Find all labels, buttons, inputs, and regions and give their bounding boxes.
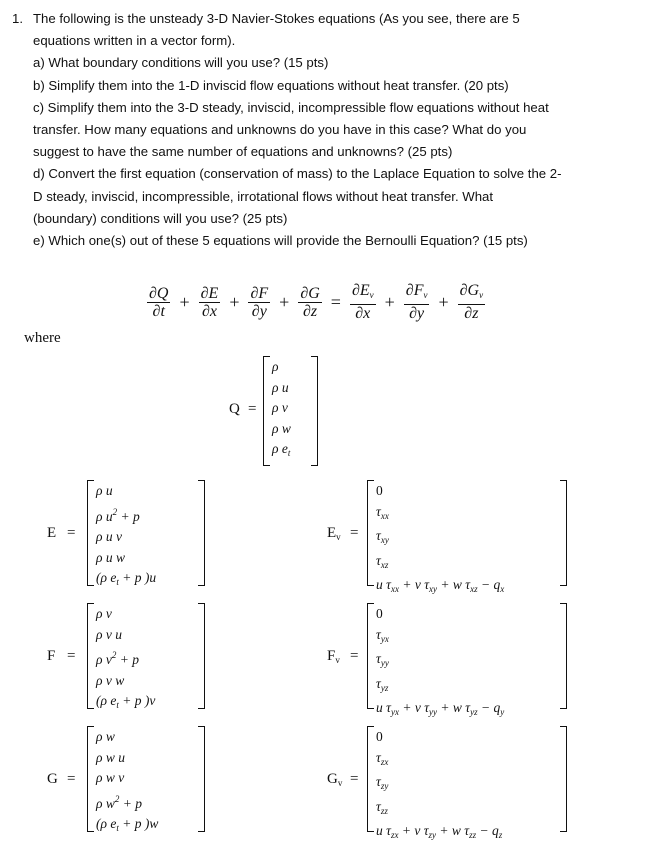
g-bracket-left [87, 726, 94, 832]
g-row-5b: + p )w [122, 816, 159, 831]
e-bracket-left [87, 480, 94, 586]
num-dgv [458, 282, 485, 305]
problem-intro-2: equations written in a vector form). [33, 33, 236, 49]
gv-r5-a: u τ [376, 823, 391, 838]
ev-row-3-tau: τ [376, 528, 381, 543]
g-row-5 [96, 814, 158, 839]
num-de: ∂E [200, 284, 219, 302]
ev-row-2-sub: xx [380, 510, 389, 521]
question-d-1: d) Convert the first equation (conservation of mass) to the Laplace Equation to solve the 2- [33, 166, 562, 182]
question-b: b) Simplify them into the 1-D inviscid flow equations without heat transfer. (20 pts) [33, 77, 509, 93]
fv-r5-a: u τ [376, 700, 391, 715]
gv-row-2-tau: τ [376, 749, 381, 765]
equals-sign: = [330, 291, 341, 312]
f-row-5-sub: t [116, 700, 119, 710]
q-row-2: ρ u [272, 379, 289, 395]
question-d-2: D steady, inviscid, incompressible, irrotational flows without heat transfer. What [33, 188, 494, 204]
plus-1: + [179, 291, 190, 312]
fv-row-3 [376, 649, 504, 674]
f-row-3a: ρ v [96, 652, 112, 667]
ev-row-5 [376, 575, 504, 600]
fv-row-2-sub: yx [380, 633, 389, 644]
question-c-2: transfer. How many equations and unknowns do you have in this case? What do you [33, 122, 527, 138]
dgv-text: ∂G [459, 282, 480, 299]
q-row-5-sub: t [287, 448, 291, 458]
fv-r5-cs: yz [470, 707, 478, 717]
fv-vector [376, 604, 504, 723]
fv-r5-c: + w τ [440, 700, 471, 715]
gv-r5-b: + v τ [401, 823, 429, 838]
f-row-5b: + p )v [122, 693, 156, 708]
ev-r5-a: u τ [376, 577, 391, 592]
f-label: F [47, 648, 56, 664]
gv-row-1: 0 [376, 729, 383, 744]
question-a: a) What boundary conditions will you use? (15 pts) [33, 55, 329, 71]
f-vector [96, 604, 155, 716]
num-dfv [404, 282, 430, 305]
problem-intro-1 [12, 8, 632, 30]
fv-sub: v [335, 655, 340, 665]
q-bracket-left [263, 356, 270, 466]
e-row-2 [96, 502, 156, 528]
e-row-5-sub: t [116, 577, 119, 587]
e-row-5 [96, 568, 156, 593]
g-row-4a: ρ w [96, 795, 115, 811]
gv-row-3 [376, 772, 502, 797]
plus-2: + [229, 291, 240, 312]
fv-r5-bs: yy [429, 707, 438, 717]
frac-dfv-dy [404, 282, 430, 322]
g-row-4-sup: 2 [114, 793, 120, 804]
q-row-5-text: ρ e [272, 441, 288, 456]
ev-bracket-right [560, 480, 567, 586]
g-bracket-right [198, 726, 205, 832]
gv-r5-as: zx [390, 830, 399, 840]
fv-row-2-tau: τ [376, 626, 381, 642]
ev-label [327, 525, 341, 542]
fv-label [327, 648, 340, 665]
g-row-2: ρ w u [96, 749, 125, 765]
problem-statement [12, 8, 632, 252]
ev-row-2 [376, 502, 504, 527]
g-row-4b: + p [122, 795, 142, 811]
fv-r5-ds: y [500, 707, 505, 717]
gv-equals: = [350, 771, 359, 787]
e-row-2a: ρ u [96, 508, 113, 524]
q-row-4: ρ w [272, 420, 291, 436]
gv-row-3-sub: zy [380, 781, 389, 791]
ev-equals: = [350, 525, 359, 541]
ev-r5-d: − q [480, 577, 501, 592]
gv-r5-c: + w τ [439, 823, 470, 838]
fv-row-3-sub: yy [380, 658, 389, 668]
den-dz-2: ∂z [464, 305, 479, 322]
den-dx-2: ∂x [355, 305, 371, 322]
f-row-1: ρ v [96, 606, 112, 621]
gv-r5-d: − q [479, 823, 499, 838]
ev-letter: E [327, 525, 337, 541]
q-label [229, 401, 240, 418]
f-row-4: ρ v w [96, 672, 125, 688]
problem-number: 1. [12, 11, 23, 26]
den-dy: ∂y [251, 302, 267, 320]
e-bracket-right [198, 480, 205, 586]
ev-row-4-sub: xz [380, 559, 389, 570]
f-equals: = [67, 648, 76, 664]
gv-row-5 [376, 821, 502, 846]
g-row-5a: (ρ e [96, 816, 117, 831]
q-equals: = [248, 401, 257, 417]
q-row-1: ρ [272, 359, 279, 374]
dfv-text: ∂F [405, 282, 424, 299]
num-dq: ∂Q [149, 284, 169, 302]
g-equals: = [67, 771, 76, 787]
e-vector [96, 481, 156, 593]
fv-row-4 [376, 674, 504, 699]
gv-row-4-tau: τ [376, 798, 381, 814]
e-equals: = [67, 525, 76, 541]
ev-row-4-tau: τ [376, 552, 381, 568]
fv-row-4-sub: yz [380, 682, 389, 693]
fv-bracket-right [560, 603, 567, 709]
e-row-4: ρ u w [96, 549, 125, 565]
q-row-3: ρ v [272, 400, 288, 415]
plus-4: + [384, 291, 395, 312]
fv-letter: F [327, 648, 336, 664]
ev-r5-b: + v τ [402, 577, 430, 592]
gv-bracket-right [560, 726, 567, 832]
fv-row-3-tau: τ [376, 651, 381, 666]
dev-sub: v [369, 290, 374, 300]
question-e: e) Which one(s) out of these 5 equations will provide the Bernoulli Equation? (15 pts) [33, 233, 528, 249]
g-row-1: ρ w [96, 729, 115, 744]
den-dx: ∂x [201, 302, 217, 320]
den-dz: ∂z [302, 302, 318, 320]
ev-vector [376, 481, 504, 600]
den-dy-2: ∂y [409, 305, 425, 322]
dev-text: ∂E [351, 282, 370, 299]
gv-r5-bs: zy [428, 830, 437, 840]
e-row-5b: + p )u [122, 570, 157, 585]
g-row-4 [96, 789, 158, 815]
f-row-2: ρ v u [96, 626, 122, 642]
f-row-3b: + p [119, 652, 139, 667]
ev-r5-bs: xy [429, 584, 438, 594]
navier-stokes-equation [145, 282, 487, 322]
ev-r5-c: + w τ [440, 577, 471, 592]
where-label: where [24, 330, 61, 346]
e-label: E [47, 525, 57, 541]
fv-row-2 [376, 625, 504, 650]
ev-row-3-sub: xy [380, 535, 389, 545]
gv-label [327, 771, 342, 788]
gv-bracket-left [367, 726, 374, 832]
frac-dev-dx [350, 282, 376, 322]
g-vector [96, 727, 158, 839]
fv-r5-d: − q [480, 700, 501, 715]
frac-df-dy [248, 285, 270, 320]
gv-row-2-sub: zx [380, 756, 389, 767]
frac-dgv-dz [458, 282, 485, 322]
gv-row-3-tau: τ [376, 774, 381, 789]
dgv-sub: v [479, 290, 484, 300]
gv-r5-cs: zz [469, 830, 477, 840]
f-bracket-right [198, 603, 205, 709]
fv-r5-b: + v τ [402, 700, 430, 715]
gv-row-4-sub: zz [380, 805, 388, 816]
e-row-1: ρ u [96, 483, 113, 498]
dfv-sub: v [423, 290, 428, 300]
gv-r5-ds: z [498, 830, 503, 840]
question-c-1: c) Simplify them into the 3-D steady, inviscid, incompressible flow equations without heat [33, 99, 549, 115]
fv-row-5 [376, 698, 504, 723]
g-label: G [47, 771, 58, 787]
num-dg: ∂G [300, 284, 320, 302]
frac-dg-dz [298, 285, 321, 320]
frac-de-dx [199, 285, 221, 320]
num-df: ∂F [250, 284, 269, 302]
frac-dq-dt [147, 285, 170, 320]
num-dev [350, 282, 376, 305]
f-bracket-left [87, 603, 94, 709]
q-vector [272, 357, 291, 464]
ev-r5-as: xx [390, 584, 399, 594]
fv-bracket-left [367, 603, 374, 709]
ev-bracket-left [367, 480, 374, 586]
ev-sub: v [336, 532, 341, 542]
f-row-3 [96, 645, 155, 671]
ev-row-2-tau: τ [376, 503, 381, 519]
f-row-3-sup: 2 [111, 650, 117, 660]
gv-row-2 [376, 748, 502, 773]
fv-r5-as: yx [390, 707, 399, 717]
gv-letter: G [327, 771, 338, 787]
g-row-5-sub: t [116, 823, 119, 833]
q-letter: Q [229, 401, 240, 417]
e-row-5a: (ρ e [96, 570, 117, 585]
e-row-2b: + p [120, 508, 140, 524]
plus-3: + [279, 291, 290, 312]
ev-r5-ds: x [500, 584, 505, 594]
gv-vector [376, 727, 502, 846]
ev-row-4 [376, 551, 504, 576]
ev-row-3 [376, 526, 504, 551]
e-row-3: ρ u v [96, 529, 122, 544]
q-row-5 [272, 439, 291, 464]
question-c-3: suggest to have the same number of equations and unknowns? (25 pts) [33, 144, 453, 160]
den-dt: ∂t [152, 302, 165, 320]
f-row-5 [96, 691, 155, 716]
fv-row-1: 0 [376, 606, 383, 621]
gv-row-4 [376, 797, 502, 822]
f-row-5a: (ρ e [96, 693, 117, 708]
e-row-2-sup: 2 [112, 506, 118, 517]
question-d-3: (boundary) conditions will you use? (25 pts) [33, 210, 288, 226]
gv-sub: v [337, 778, 343, 788]
ev-r5-cs: xz [470, 584, 478, 594]
g-row-3: ρ w v [96, 770, 125, 785]
fv-equals: = [350, 648, 359, 664]
q-bracket-right [311, 356, 318, 466]
intro-text-1: The following is the unsteady 3-D Navier-Stokes equations (As you see, there are 5 [33, 11, 520, 26]
plus-5: + [438, 291, 449, 312]
ev-row-1: 0 [376, 483, 383, 498]
fv-row-4-tau: τ [376, 675, 381, 691]
